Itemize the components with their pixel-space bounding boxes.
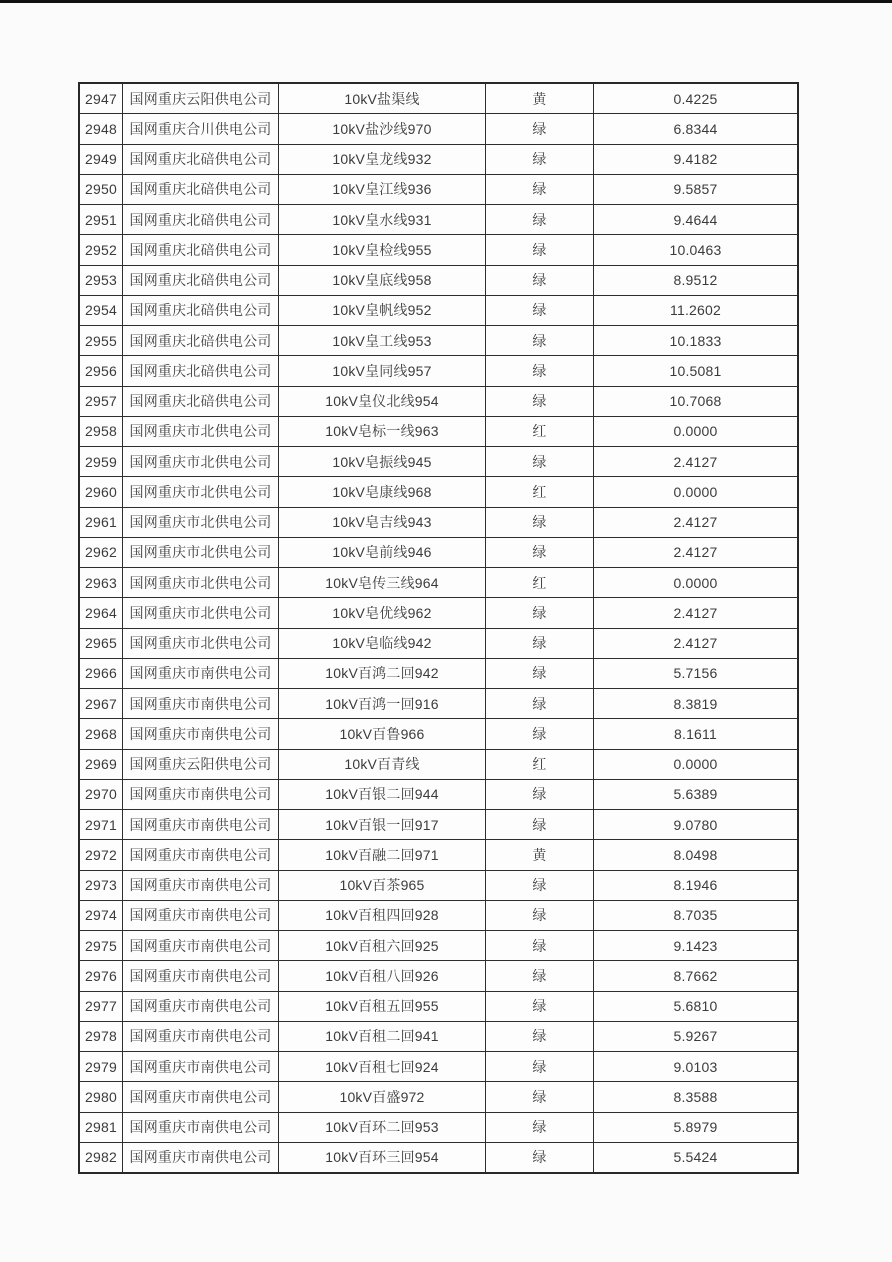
cell-value: 9.4644 bbox=[594, 205, 797, 234]
cell-company: 国网重庆北碚供电公司 bbox=[123, 266, 278, 295]
cell-status: 绿 bbox=[486, 235, 593, 264]
cell-value: 11.2602 bbox=[594, 296, 797, 325]
cell-line-name: 10kV皂临线942 bbox=[279, 629, 485, 658]
cell-row-number: 2970 bbox=[80, 780, 122, 809]
cell-value: 5.9267 bbox=[594, 1022, 797, 1051]
cell-row-number: 2969 bbox=[80, 750, 122, 779]
cell-row-number: 2975 bbox=[80, 931, 122, 960]
cell-row-number: 2980 bbox=[80, 1082, 122, 1111]
cell-value: 5.5424 bbox=[594, 1143, 797, 1172]
cell-row-number: 2978 bbox=[80, 1022, 122, 1051]
cell-line-name: 10kV百鸿二回942 bbox=[279, 659, 485, 688]
cell-company: 国网重庆市南供电公司 bbox=[123, 1082, 278, 1111]
cell-value: 6.8344 bbox=[594, 114, 797, 143]
cell-status: 绿 bbox=[486, 1143, 593, 1172]
cell-line-name: 10kV百融二回971 bbox=[279, 840, 485, 869]
cell-status: 红 bbox=[486, 568, 593, 597]
cell-line-name: 10kV百租六回925 bbox=[279, 931, 485, 960]
cell-line-name: 10kV皂康线968 bbox=[279, 477, 485, 506]
cell-value: 8.3588 bbox=[594, 1082, 797, 1111]
cell-company: 国网重庆市南供电公司 bbox=[123, 780, 278, 809]
cell-company: 国网重庆市南供电公司 bbox=[123, 719, 278, 748]
cell-status: 红 bbox=[486, 417, 593, 446]
cell-line-name: 10kV皇江线936 bbox=[279, 175, 485, 204]
cell-company: 国网重庆北碚供电公司 bbox=[123, 145, 278, 174]
cell-value: 5.8979 bbox=[594, 1113, 797, 1142]
cell-status: 绿 bbox=[486, 810, 593, 839]
cell-line-name: 10kV盐渠线 bbox=[279, 84, 485, 113]
cell-status: 绿 bbox=[486, 538, 593, 567]
cell-line-name: 10kV百租五回955 bbox=[279, 992, 485, 1021]
cell-value: 8.9512 bbox=[594, 266, 797, 295]
cell-value: 9.0103 bbox=[594, 1052, 797, 1081]
cell-line-name: 10kV皇水线931 bbox=[279, 205, 485, 234]
cell-value: 0.0000 bbox=[594, 477, 797, 506]
cell-company: 国网重庆市南供电公司 bbox=[123, 1113, 278, 1142]
cell-status: 绿 bbox=[486, 659, 593, 688]
cell-value: 5.7156 bbox=[594, 659, 797, 688]
cell-row-number: 2947 bbox=[80, 84, 122, 113]
cell-company: 国网重庆云阳供电公司 bbox=[123, 84, 278, 113]
cell-status: 绿 bbox=[486, 508, 593, 537]
cell-status: 绿 bbox=[486, 901, 593, 930]
cell-line-name: 10kV百环二回953 bbox=[279, 1113, 485, 1142]
cell-company: 国网重庆市北供电公司 bbox=[123, 447, 278, 476]
cell-value: 9.1423 bbox=[594, 931, 797, 960]
cell-row-number: 2961 bbox=[80, 508, 122, 537]
cell-value: 8.7035 bbox=[594, 901, 797, 930]
cell-company: 国网重庆北碚供电公司 bbox=[123, 175, 278, 204]
cell-status: 绿 bbox=[486, 145, 593, 174]
cell-company: 国网重庆市北供电公司 bbox=[123, 508, 278, 537]
cell-line-name: 10kV盐沙线970 bbox=[279, 114, 485, 143]
cell-status: 绿 bbox=[486, 266, 593, 295]
cell-company: 国网重庆市南供电公司 bbox=[123, 992, 278, 1021]
cell-value: 8.1946 bbox=[594, 871, 797, 900]
cell-company: 国网重庆市北供电公司 bbox=[123, 568, 278, 597]
cell-row-number: 2974 bbox=[80, 901, 122, 930]
cell-row-number: 2960 bbox=[80, 477, 122, 506]
cell-value: 0.0000 bbox=[594, 568, 797, 597]
cell-status: 绿 bbox=[486, 629, 593, 658]
cell-status: 绿 bbox=[486, 780, 593, 809]
cell-status: 绿 bbox=[486, 689, 593, 718]
cell-status: 绿 bbox=[486, 992, 593, 1021]
cell-company: 国网重庆北碚供电公司 bbox=[123, 235, 278, 264]
cell-value: 2.4127 bbox=[594, 447, 797, 476]
cell-status: 绿 bbox=[486, 1052, 593, 1081]
cell-company: 国网重庆市南供电公司 bbox=[123, 901, 278, 930]
cell-value: 5.6810 bbox=[594, 992, 797, 1021]
cell-value: 0.0000 bbox=[594, 750, 797, 779]
cell-status: 绿 bbox=[486, 387, 593, 416]
cell-company: 国网重庆合川供电公司 bbox=[123, 114, 278, 143]
cell-value: 0.0000 bbox=[594, 417, 797, 446]
cell-company: 国网重庆北碚供电公司 bbox=[123, 326, 278, 355]
cell-status: 红 bbox=[486, 477, 593, 506]
cell-line-name: 10kV百环三回954 bbox=[279, 1143, 485, 1172]
cell-line-name: 10kV百银二回944 bbox=[279, 780, 485, 809]
cell-row-number: 2981 bbox=[80, 1113, 122, 1142]
cell-status: 绿 bbox=[486, 961, 593, 990]
cell-status: 绿 bbox=[486, 205, 593, 234]
cell-company: 国网重庆市北供电公司 bbox=[123, 629, 278, 658]
cell-line-name: 10kV百租七回924 bbox=[279, 1052, 485, 1081]
cell-status: 黄 bbox=[486, 840, 593, 869]
cell-company: 国网重庆市南供电公司 bbox=[123, 1052, 278, 1081]
cell-company: 国网重庆市南供电公司 bbox=[123, 1143, 278, 1172]
cell-status: 绿 bbox=[486, 114, 593, 143]
cell-value: 8.0498 bbox=[594, 840, 797, 869]
cell-status: 绿 bbox=[486, 1022, 593, 1051]
cell-value: 2.4127 bbox=[594, 598, 797, 627]
cell-row-number: 2948 bbox=[80, 114, 122, 143]
cell-row-number: 2964 bbox=[80, 598, 122, 627]
cell-company: 国网重庆市北供电公司 bbox=[123, 538, 278, 567]
cell-row-number: 2956 bbox=[80, 356, 122, 385]
cell-status: 绿 bbox=[486, 296, 593, 325]
cell-value: 2.4127 bbox=[594, 629, 797, 658]
cell-company: 国网重庆北碚供电公司 bbox=[123, 205, 278, 234]
cell-line-name: 10kV皇底线958 bbox=[279, 266, 485, 295]
cell-status: 绿 bbox=[486, 326, 593, 355]
cell-line-name: 10kV百茶965 bbox=[279, 871, 485, 900]
cell-company: 国网重庆市南供电公司 bbox=[123, 931, 278, 960]
cell-line-name: 10kV百青线 bbox=[279, 750, 485, 779]
cell-row-number: 2967 bbox=[80, 689, 122, 718]
cell-value: 9.4182 bbox=[594, 145, 797, 174]
cell-row-number: 2953 bbox=[80, 266, 122, 295]
cell-row-number: 2955 bbox=[80, 326, 122, 355]
cell-company: 国网重庆云阳供电公司 bbox=[123, 750, 278, 779]
cell-company: 国网重庆市南供电公司 bbox=[123, 810, 278, 839]
cell-company: 国网重庆市北供电公司 bbox=[123, 417, 278, 446]
cell-line-name: 10kV皇同线957 bbox=[279, 356, 485, 385]
cell-row-number: 2950 bbox=[80, 175, 122, 204]
cell-company: 国网重庆北碚供电公司 bbox=[123, 356, 278, 385]
power-line-table bbox=[78, 82, 799, 1174]
cell-line-name: 10kV皇帆线952 bbox=[279, 296, 485, 325]
cell-row-number: 2951 bbox=[80, 205, 122, 234]
cell-line-name: 10kV皇工线953 bbox=[279, 326, 485, 355]
cell-row-number: 2973 bbox=[80, 871, 122, 900]
cell-value: 9.5857 bbox=[594, 175, 797, 204]
cell-status: 绿 bbox=[486, 447, 593, 476]
cell-row-number: 2982 bbox=[80, 1143, 122, 1172]
cell-status: 红 bbox=[486, 750, 593, 779]
cell-company: 国网重庆北碚供电公司 bbox=[123, 387, 278, 416]
cell-row-number: 2954 bbox=[80, 296, 122, 325]
cell-line-name: 10kV百鲁966 bbox=[279, 719, 485, 748]
cell-value: 2.4127 bbox=[594, 538, 797, 567]
cell-value: 0.4225 bbox=[594, 84, 797, 113]
cell-line-name: 10kV皂吉线943 bbox=[279, 508, 485, 537]
cell-row-number: 2963 bbox=[80, 568, 122, 597]
cell-line-name: 10kV皂传三线964 bbox=[279, 568, 485, 597]
cell-line-name: 10kV皂优线962 bbox=[279, 598, 485, 627]
cell-value: 10.5081 bbox=[594, 356, 797, 385]
cell-company: 国网重庆市南供电公司 bbox=[123, 659, 278, 688]
cell-line-name: 10kV皂前线946 bbox=[279, 538, 485, 567]
cell-status: 绿 bbox=[486, 931, 593, 960]
cell-value: 9.0780 bbox=[594, 810, 797, 839]
cell-line-name: 10kV百租四回928 bbox=[279, 901, 485, 930]
cell-line-name: 10kV皂振线945 bbox=[279, 447, 485, 476]
cell-line-name: 10kV皇仪北线954 bbox=[279, 387, 485, 416]
cell-row-number: 2949 bbox=[80, 145, 122, 174]
cell-row-number: 2972 bbox=[80, 840, 122, 869]
cell-status: 绿 bbox=[486, 719, 593, 748]
cell-line-name: 10kV百租二回941 bbox=[279, 1022, 485, 1051]
cell-row-number: 2965 bbox=[80, 629, 122, 658]
cell-status: 绿 bbox=[486, 175, 593, 204]
cell-value: 2.4127 bbox=[594, 508, 797, 537]
cell-row-number: 2962 bbox=[80, 538, 122, 567]
cell-line-name: 10kV皇龙线932 bbox=[279, 145, 485, 174]
cell-row-number: 2979 bbox=[80, 1052, 122, 1081]
cell-value: 10.7068 bbox=[594, 387, 797, 416]
cell-line-name: 10kV百鸿一回916 bbox=[279, 689, 485, 718]
cell-company: 国网重庆市北供电公司 bbox=[123, 477, 278, 506]
cell-status: 黄 bbox=[486, 84, 593, 113]
cell-status: 绿 bbox=[486, 1113, 593, 1142]
cell-value: 8.3819 bbox=[594, 689, 797, 718]
cell-status: 绿 bbox=[486, 1082, 593, 1111]
cell-row-number: 2971 bbox=[80, 810, 122, 839]
cell-status: 绿 bbox=[486, 871, 593, 900]
cell-row-number: 2957 bbox=[80, 387, 122, 416]
cell-company: 国网重庆市北供电公司 bbox=[123, 598, 278, 627]
cell-company: 国网重庆市南供电公司 bbox=[123, 689, 278, 718]
cell-company: 国网重庆市南供电公司 bbox=[123, 961, 278, 990]
cell-company: 国网重庆市南供电公司 bbox=[123, 1022, 278, 1051]
cell-value: 10.1833 bbox=[594, 326, 797, 355]
cell-value: 8.1611 bbox=[594, 719, 797, 748]
cell-line-name: 10kV百银一回917 bbox=[279, 810, 485, 839]
cell-company: 国网重庆市南供电公司 bbox=[123, 840, 278, 869]
cell-row-number: 2959 bbox=[80, 447, 122, 476]
scan-top-edge bbox=[0, 0, 892, 3]
cell-row-number: 2966 bbox=[80, 659, 122, 688]
cell-row-number: 2952 bbox=[80, 235, 122, 264]
cell-row-number: 2968 bbox=[80, 719, 122, 748]
cell-status: 绿 bbox=[486, 598, 593, 627]
cell-value: 5.6389 bbox=[594, 780, 797, 809]
cell-row-number: 2977 bbox=[80, 992, 122, 1021]
cell-row-number: 2958 bbox=[80, 417, 122, 446]
cell-line-name: 10kV百租八回926 bbox=[279, 961, 485, 990]
cell-company: 国网重庆北碚供电公司 bbox=[123, 296, 278, 325]
cell-row-number: 2976 bbox=[80, 961, 122, 990]
cell-status: 绿 bbox=[486, 356, 593, 385]
cell-value: 10.0463 bbox=[594, 235, 797, 264]
cell-line-name: 10kV皂标一线963 bbox=[279, 417, 485, 446]
cell-value: 8.7662 bbox=[594, 961, 797, 990]
cell-company: 国网重庆市南供电公司 bbox=[123, 871, 278, 900]
cell-line-name: 10kV百盛972 bbox=[279, 1082, 485, 1111]
cell-line-name: 10kV皇检线955 bbox=[279, 235, 485, 264]
